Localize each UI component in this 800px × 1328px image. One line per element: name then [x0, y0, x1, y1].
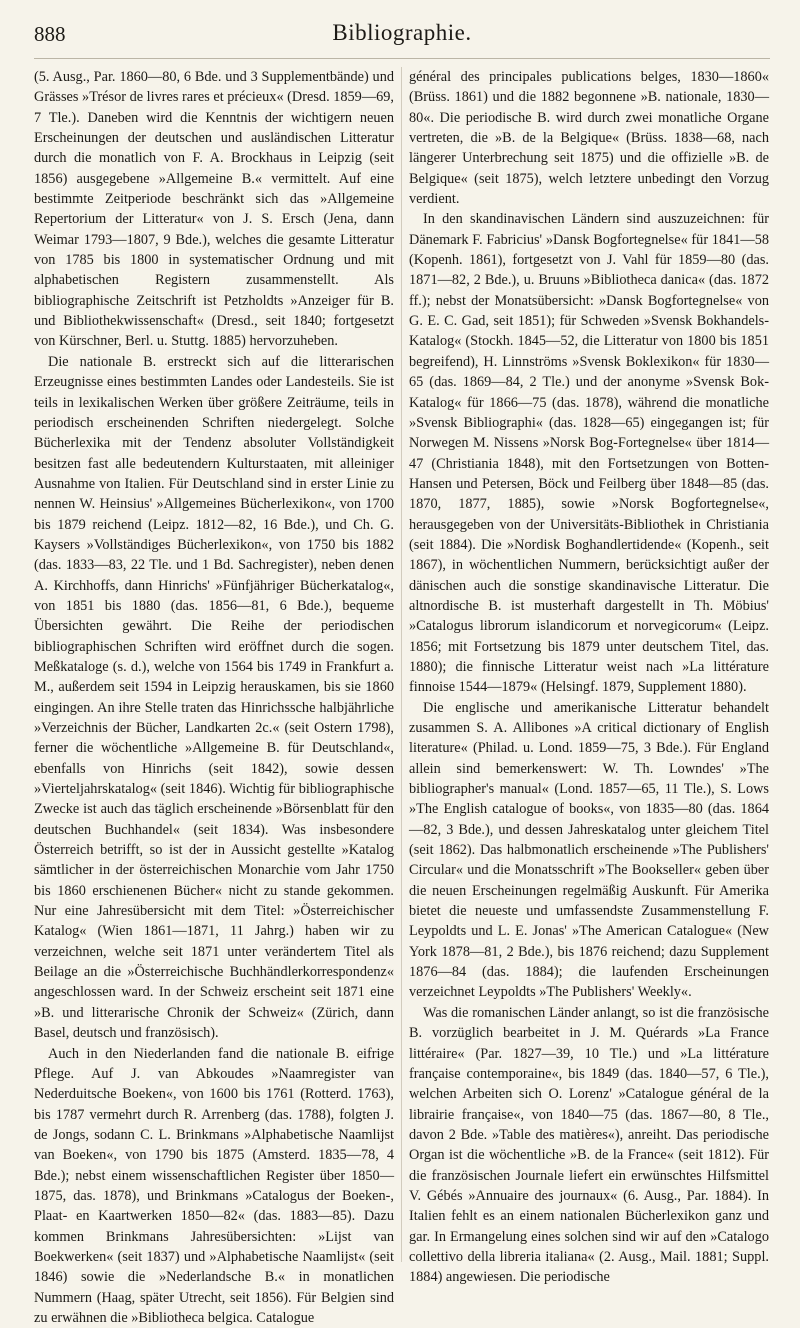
right-column: [409, 67, 769, 1262]
paragraph: Auch in den Niederlanden fand die nationale B. eifrige Pflege. Auf J. van Abkoudes »Naamregister van Nederduitsche Boeken«, von 1600 bis 1761 (Rotterd. 1763), bis 1787 vermehrt durch R. Arrenberg (das. 1788), folgten J. de Jongs, sodann C. L. Brinkmans »Alphabetische Naamlijst van Boeken«, von 1790 bis 1875 (Amsterd. 1835—78, 4 Bde.); nebst einem wissenschaftlichen Register über 1850—1875, das. 1878), und Brinkmans »Catalogus der Boeken-, Plaat- en Kaartwerken 1850—82« (das. 1883—85). Dazu kommen Brinkmans Jahresübersichten: »Lijst van Boekwerken« (seit 1837) und »Alphabetische Naamlijst« (seit 1846) sowie die »Nederlandsche B.« in monatlichen Nummern (Haag, später Utrecht, seit 1856). Für Belgien sind zu erwähnen die »Bibliotheca belgica. Catalogue: [34, 1044, 394, 1328]
text-columns: [34, 67, 770, 1262]
paragraph: Was die romanischen Länder anlangt, so ist die französische B. vorzüglich bearbeitet in J. M. Quérards »La France littéraire« (Par. 1827—39, 10 Tle.) und »La littérature française contemporaine«, bis 1849 (das. 1840—57, 6 Tle.), welchen Arbeiten sich O. Lorenz' »Catalogue général de la librairie française«, von 1840—75 (das. 1867—80, 8 Tle., davon 2 Bde. »Table des matières«), anreiht. Das periodische Organ ist die wöchentliche »B. de la France« (seit 1812). Für die französischen Journale liefert ein erwünschtes Hilfsmittel V. Gébés »Annuaire des journaux« (6. Ausg., Par. 1884). In Italien fehlt es an einem nationalen Bücherlexikon ganz und gar. In Ermangelung eines solchen sind wir auf den »Catalogo collettivo della libreria italiana« (2. Ausg., Mail. 1881; Suppl. 1884) angewiesen. Die periodische: [409, 1003, 769, 1288]
paragraph: In den skandinavischen Ländern sind auszuzeichnen: für Dänemark F. Fabricius' »Dansk Bogfortegnelse« für 1841—58 (Kopenh. 1861), fortgesetzt von J. Vahl für 1859—80 (das. 1871—82, 2 Bde.), u. Bruuns »Bibliotheca danica« (das. 1872 ff.); nebst der Monatsübersicht: »Dansk Bogfortegnelse« von G. E. C. Gad, seit 1851); für Schweden »Svensk Bokhandels-Katalog« (Stockh. 1845—52, die Litteratur von 1800 bis 1851 begreifend), H. Linnströms »Svensk Boklexikon« für 1830—65 (das. 1869—84, 2 Tle.) und der anonyme »Svensk Bok-Katalog« für 1866—75 (das. 1878), während die monatliche »Svensk Bibliographi« (das. 1828—65) eingegangen ist; für Norwegen M. Nissens »Norsk Bog-Fortegnelse« über 1814—47 (Christiania 1848), mit den Fortsetzungen von Botten-Hansen und Petersen, Böck und Feilberg über 1848—85 (das. 1870, 1877, 1885), sowie »Norsk Bogfortegnelse«, herausgegeben von der Universitäts-Bibliothek in Christiania (seit 1884). Die »Nordisk Boghandlertidende« (Kopenh., seit 1867), in wöchentlichen Nummern, berücksichtigt außer der dänischen auch die sonstige skandinavische Litteratur. Die altnordische B. ist musterhaft dargestellt in Th. Möbius' »Catalogus librorum islandicorum et norvegicorum« (Leipz. 1856; mit Fortsetzung bis 1879 unter deutschem Titel, das. 1880); die finnische Litteratur weist nach »La littérature finnoise 1544—1879« (Helsingf. 1879, Supplement 1880).: [409, 209, 769, 697]
paragraph: (5. Ausg., Par. 1860—80, 6 Bde. und 3 Supplementbände) und Grässes »Trésor de livres rares et précieux« (Dresd. 1859—69, 7 Tle.). Daneben wird die Kenntnis der wichtigern neuen Erscheinungen der deutschen und ausländischen Litteratur durch die monatlich von F. A. Brockhaus in Leipzig (seit 1856) ausgegebene »Allgemeine B.« vermittelt. Auf eine bestimmte Zeitperiode beschränkt sich das »Allgemeine Repertorium der Litteratur« von J. S. Ersch (Jena, dann Weimar 1793—1807, 9 Bde.), welches die gesamte Litteratur von 1785 bis 1800 in systematischer Ordnung und mit alphabetischen Registern zusammenstellt. Als bibliographische Zeitschrift ist Petzholdts »Anzeiger für B. und Bibliothekwissenschaft« (Dresd., seit 1840; fortgesetzt von Kürschner, Berl. u. Stuttg. 1885) hervorzuheben.: [34, 67, 394, 352]
running-title: Bibliographie.: [34, 20, 770, 46]
paragraph: Die englische und amerikanische Litteratur behandelt zusammen S. A. Allibones »A critical dictionary of English literature« (Philad. u. Lond. 1859—75, 3 Bde.). Für England allein sind bemerkenswert: W. Th. Lowndes' »The bibliographer's manual« (Lond. 1857—65, 11 Tle.), S. Lows »The English catalogue of books«, von 1835—80 (das. 1864—82, 3 Bde.), und dessen Jahreskatalog unter gleichem Titel (seit 1862). Das halbmonatlich erscheinende »The Publishers' Circular« und die Monatsschrift »The Bookseller« geben über die neuen Erscheinungen regelmäßig Auskunft. Für Amerika bietet die neueste und umfassendste Zusammenstellung F. Leypoldts und L. E. Jonas' »The American Catalogue« (New York 1878—81, 2 Bde.), bis 1876 reichend; dazu Supplement 1876—84 (das. 1884); die laufenden Erscheinungen verzeichnet Leypoldts »The Publishers' Weekly«.: [409, 698, 769, 1003]
left-column: [34, 67, 394, 1262]
page-number: 888: [34, 22, 66, 47]
paragraph: général des principales publications belges, 1830—1860« (Brüss. 1861) und die 1882 begonnene »B. nationale, 1830—80«. Die periodische B. wird durch zwei monatliche Organe vertreten, die »B. de la Belgique« (Brüss. 1838—68, nach längerer Unterbrechung seit 1875) und die offizielle »B. de Belgique« (seit 1875), welch letztere unbedingt den Vorzug verdient.: [409, 67, 769, 209]
page-header: [34, 14, 770, 59]
paragraph: Die nationale B. erstreckt sich auf die litterarischen Erzeugnisse eines bestimmten Landes oder Landesteils. Sie ist teils in lexikalischen Werken über größere Zeiträume, teils in periodisch erscheinenden Schriften niedergelegt. Solche Bücherlexika mit der Tendenz absoluter Vollständigkeit besitzen fast alle bedeutendern Kulturstaaten, mit alleiniger Ausnahme von Italien. Für Deutschland sind in erster Linie zu nennen W. Heinsius' »Allgemeines Bücherlexikon«, von 1700 bis 1879 reichend (Leipz. 1812—82, 16 Bde.), und Ch. G. Kaysers »Vollständiges Bücherlexikon«, von 1750 bis 1882 (das. 1833—83, 22 Tle. und 1 Bd. Sachregister), neben denen A. Kirchhoffs, dann Hinrichs' »Fünfjähriger Bücherkatalog«, von 1851 bis 1880 (das. 1856—81, 6 Bde.), bequeme Übersichten gewährt. Die Reihe der periodischen bibliographischen Schriften wird eröffnet durch die sogen. Meßkataloge (s. d.), welche von 1564 bis 1749 in Frankfurt a. M., außerdem seit 1594 in Leipzig herauskamen, bis sie 1860 eingingen. An ihre Stelle traten das Hinrichssche halbjährliche »Verzeichnis der Bücher, Landkarten 2c.« (seit Ostern 1798), ferner die wöchentliche »Allgemeine B. für Deutschland«, ebenfalls von Hinrichs (seit 1842), sowie dessen »Vierteljahrskatalog« (seit 1846). Wichtig für bibliographische Zwecke ist auch das täglich erscheinende »Börsenblatt für den deutschen Buchhandel« (seit 1834). Was insbesondere Österreich betrifft, so ist der in Aussicht gestellte »Katalog sämtlicher in der österreichischen Monarchie vom Jahr 1750 bis 1860 erschienenen Bücher« nicht zu stande gekommen. Nur eine Jahresübersicht mit dem Titel: »Österreichischer Katalog« (Wien 1861—1871, 11 Jahrg.) haben wir zu verzeichnen, welche seit 1871 unter verändertem Titel als Beilage an die »Österreichische Buchhändlerkorrespondenz« angeschlossen ward. In der Schweiz erscheint seit 1871 eine »B. und litterarische Chronik der Schweiz« (Zürich, dann Basel, deutsch und französisch).: [34, 352, 394, 1044]
